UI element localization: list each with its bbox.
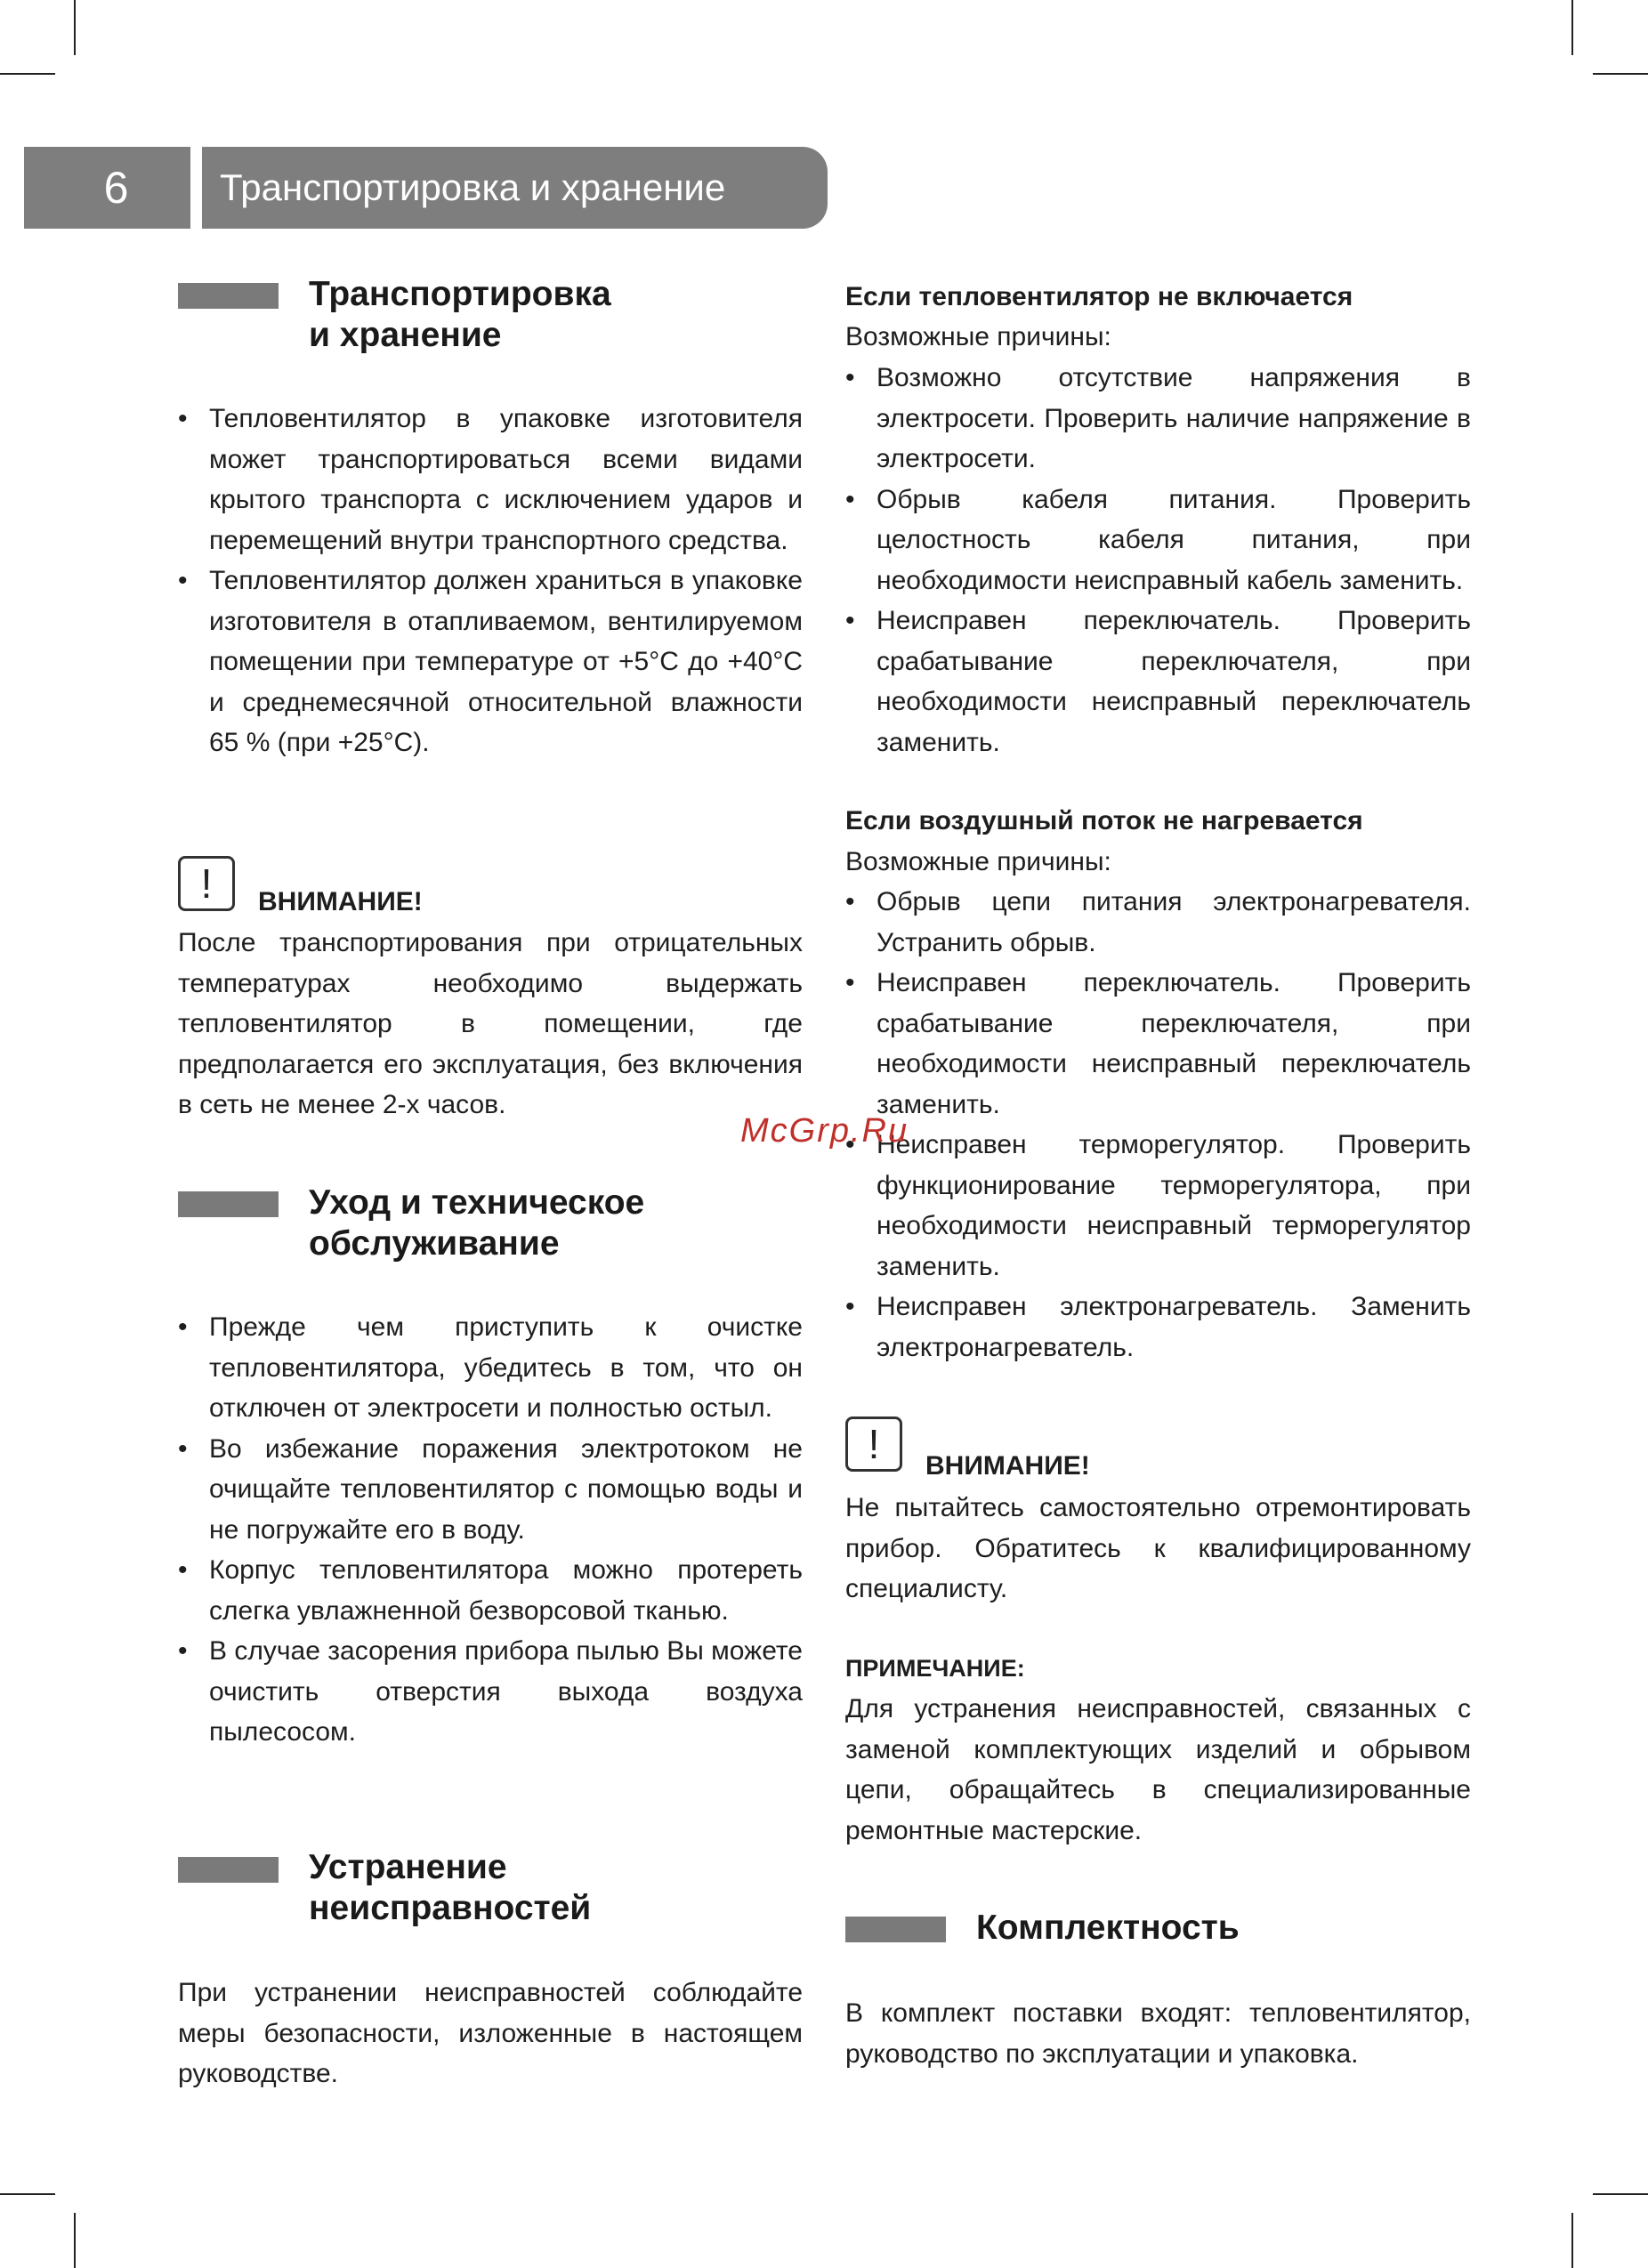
section-title-line: Устранение <box>309 1848 507 1886</box>
list-item: • Неисправен переключатель. Проверить срабатывание переключателя, при необходимости неисправный переключатель заменить. <box>845 601 1471 763</box>
crop-mark <box>1593 73 1648 75</box>
warning-text: После транспортирования при отрицательных температурах необходимо выдержать тепловентилятор в помещении, где предполагается его эксплуатация, без включения в сеть не менее 2-х часов. <box>178 928 803 1119</box>
list-item: • Тепловентилятор в упаковке изготовителя может транспортироваться всеми видами крытого транспорта с исключением ударов и перемещений внутри транспортного средства. <box>178 399 803 561</box>
no-heat-heading: Если воздушный поток не нагревается <box>845 806 1363 835</box>
list-item: • Неисправен терморегулятор. Проверить функционирование терморегулятора, при необходимости неисправный терморегулятор заменить. <box>845 1125 1471 1287</box>
section-marker <box>178 1191 279 1217</box>
no-heat-list <box>845 882 1471 1368</box>
section-marker <box>178 1857 279 1883</box>
section-title-troubleshooting <box>309 1847 591 1929</box>
watermark: McGrp.Ru <box>740 1112 909 1150</box>
list-item: • Корпус тепловентилятора можно протереть слегка увлажненной безворсовой тканью. <box>178 1550 803 1631</box>
list-item: • В случае засорения прибора пылью Вы можете очистить отверстия выхода воздуха пылесосом. <box>178 1631 803 1753</box>
section-title-line: Уход и техническое <box>309 1183 645 1222</box>
crop-mark <box>0 73 55 75</box>
section-title-line: и хранение <box>309 316 502 354</box>
list-item: • Возможно отсутствие напряжения в электросети. Проверить наличие напряжение в электросети. <box>845 358 1471 480</box>
crop-mark <box>74 0 76 55</box>
section-title-line: неисправностей <box>309 1889 592 1927</box>
transport-list <box>178 399 803 763</box>
list-item: • Прежде чем приступить к очистке тепловентилятора, убедитесь в том, что он отключен от электросети и полностью остыл. <box>178 1307 803 1429</box>
crop-mark <box>0 2193 55 2195</box>
section-title-transport <box>309 274 611 356</box>
package-text: В комплект поставки входят: тепловентилятор, руководство по эксплуатации и упаковка. <box>845 1998 1471 2069</box>
note-label: ПРИМЕЧАНИЕ: <box>845 1655 1025 1682</box>
no-power-list <box>845 358 1471 763</box>
crop-mark <box>74 2213 76 2268</box>
troubleshooting-text: При устранении неисправностей соблюдайте меры безопасности, изложенные в настоящем руководстве. <box>178 1978 803 2088</box>
list-item: • Неисправен электронагреватель. Заменить электронагреватель. <box>845 1287 1471 1368</box>
list-item: • Тепловентилятор должен храниться в упаковке изготовителя в отапливаемом, вентилируемом помещении при температуре от +5°С до +40°С и среднемесячной относительной влажности 65 % (при +25°С). <box>178 561 803 763</box>
crop-mark <box>1571 2213 1573 2268</box>
crop-mark <box>1571 0 1573 55</box>
causes-label: Возможные причины: <box>845 847 1111 876</box>
no-power-heading: Если тепловентилятор не включается <box>845 282 1353 311</box>
list-item: • Неисправен переключатель. Проверить срабатывание переключателя, при необходимости неисправный переключатель заменить. <box>845 963 1471 1125</box>
crop-mark <box>1593 2193 1648 2195</box>
warning-label: ВНИМАНИЕ! <box>258 887 423 916</box>
warning-icon: ! <box>178 856 235 911</box>
section-title-care <box>309 1182 644 1264</box>
care-list <box>178 1307 803 1753</box>
list-item: • Обрыв кабеля питания. Проверить целостность кабеля питания, при необходимости неисправный кабель заменить. <box>845 480 1471 601</box>
section-title-line: Транспортировка <box>309 275 611 313</box>
warning-text: Не пытайтесь самостоятельно отремонтировать прибор. Обратитесь к квалифицированному специалисту. <box>845 1493 1471 1603</box>
page-title: Транспортировка и хранение <box>202 147 828 229</box>
warning-label: ВНИМАНИЕ! <box>925 1451 1090 1481</box>
note-text: Для устранения неисправностей, связанных с заменой комплектующих изделий и обрывом цепи, обращайтесь в специализированные ремонтные мастерские. <box>845 1694 1471 1845</box>
list-item: • Обрыв цепи питания электронагревателя. Устранить обрыв. <box>845 882 1471 963</box>
page-number: 6 <box>24 147 190 229</box>
section-title-line: обслуживание <box>309 1224 560 1263</box>
section-marker <box>845 1917 946 1942</box>
section-title-package: Комплектность <box>976 1909 1240 1947</box>
causes-label: Возможные причины: <box>845 322 1111 351</box>
warning-icon: ! <box>845 1416 902 1472</box>
section-marker <box>178 283 279 309</box>
list-item: • Во избежание поражения электротоком не очищайте тепловентилятор с помощью воды и не погружайте его в воду. <box>178 1429 803 1551</box>
